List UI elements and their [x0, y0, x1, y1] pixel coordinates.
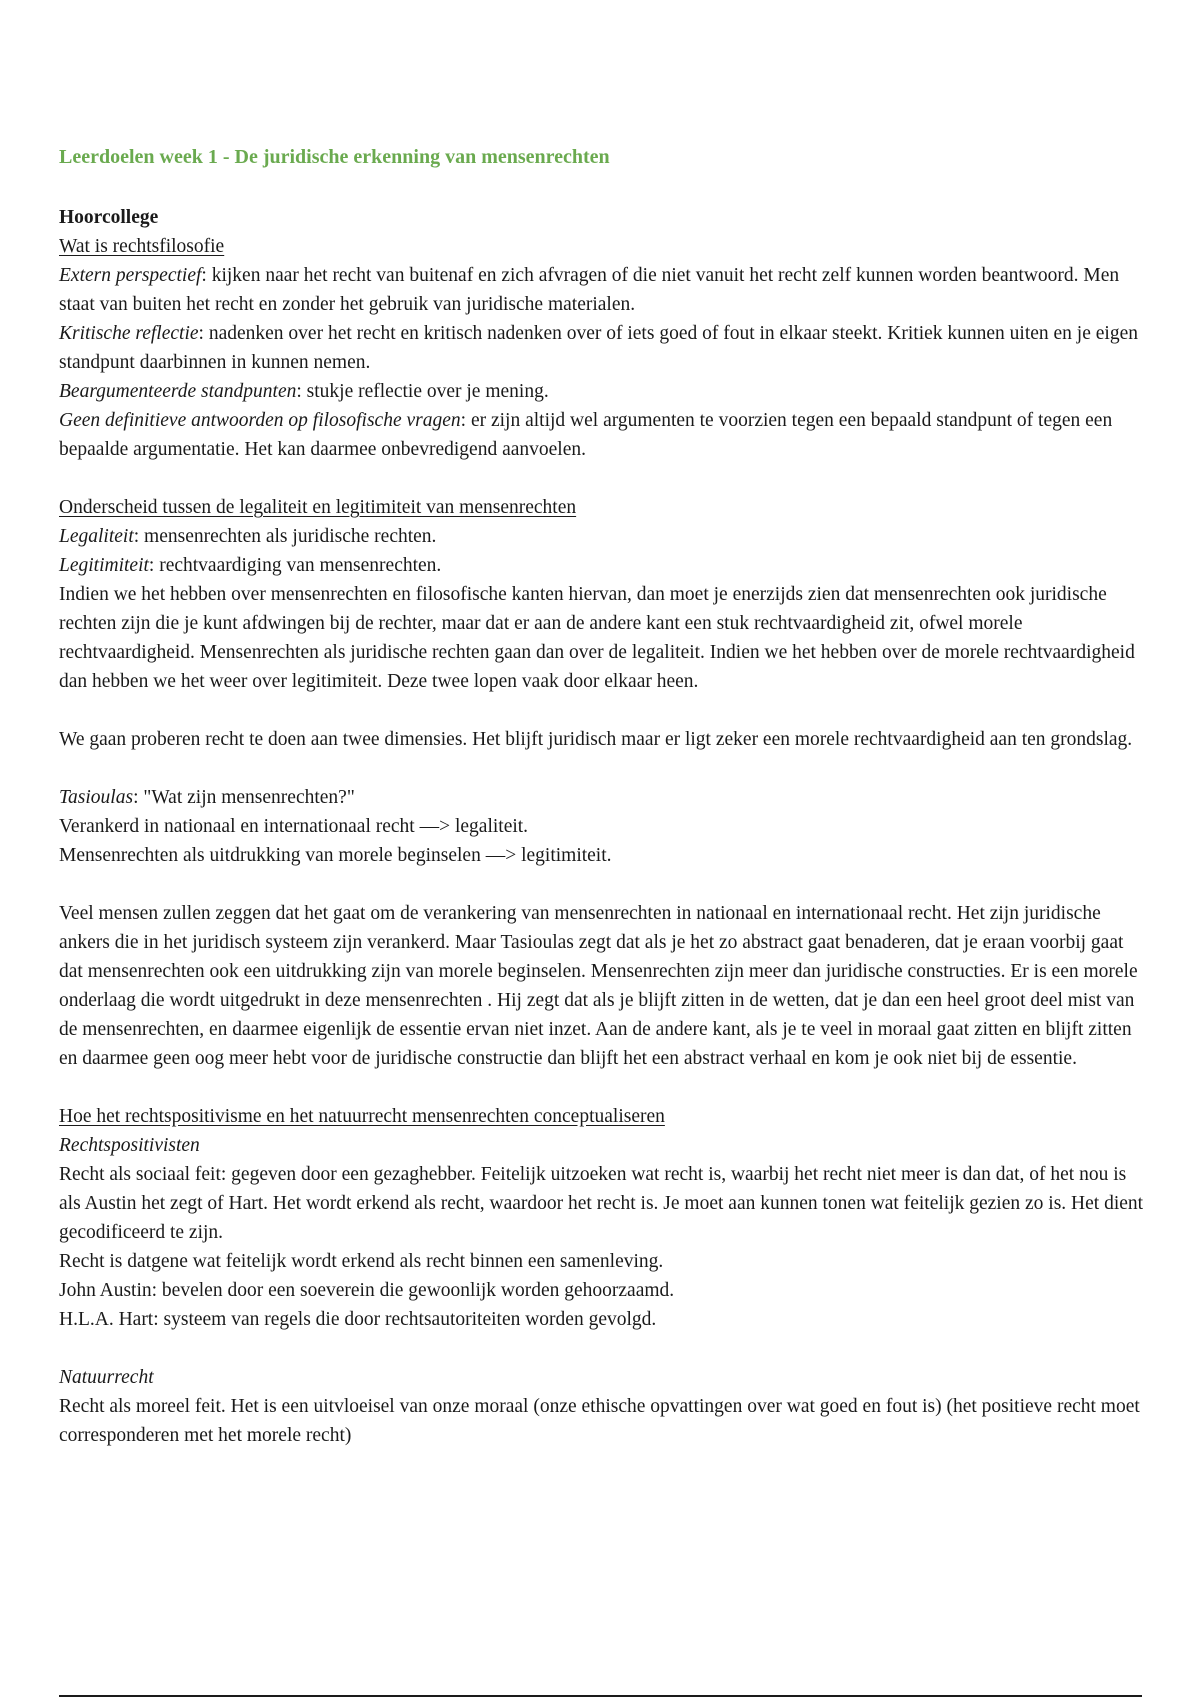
- paragraph: Recht is datgene wat feitelijk wordt erkend als recht binnen een samenleving.: [59, 1251, 664, 1272]
- subheading-natuurrecht: Natuurrecht: [59, 1367, 154, 1388]
- definition: : mensenrechten als juridische rechten.: [133, 526, 437, 547]
- term: Extern perspectief: [59, 265, 202, 286]
- term: Tasioulas: [59, 787, 134, 808]
- term: Legaliteit: [59, 526, 134, 547]
- section-heading-hoorcollege: Hoorcollege: [59, 207, 159, 228]
- definition: : nadenken over het recht en kritisch nadenken over of iets goed of fout in elkaar steekt. Kritiek kunnen uiten en je eigen standpunt daarbinnen in kunnen nemen.: [59, 323, 1138, 373]
- term: Geen definitieve antwoorden op filosofische vragen: [59, 410, 461, 431]
- paragraph: Recht als moreel feit. Het is een uitvloeisel van onze moraal (onze ethische opvattingen over wat goed en fout is) (het positieve recht moet corresponderen met het morele recht): [59, 1396, 1140, 1446]
- definition: : "Wat zijn mensenrechten?": [133, 787, 355, 808]
- paragraph: [59, 377, 1145, 406]
- term: Kritische reflectie: [59, 323, 199, 344]
- paragraph: [59, 522, 1145, 551]
- paragraph: [59, 406, 1145, 464]
- paragraph: Recht als sociaal feit: gegeven door een gezaghebber. Feitelijk uitzoeken wat recht is, waarbij het recht niet meer is dan dat, of het nou is als Austin het zegt of Hart. Het wordt erkend als recht, waardoor het recht is. Je moet aan kunnen tonen wat feitelijk gezien zo is. Het dient gecodificeerd te zijn.: [59, 1164, 1144, 1243]
- document-body: [59, 203, 1145, 1450]
- paragraph: Veel mensen zullen zeggen dat het gaat om de verankering van mensenrechten in nationaal en internationaal recht. Het zijn juridische ankers die in het juridisch systeem zijn verankerd. Maar Tasioulas zegt dat als je het zo abstract gaat benaderen, dat je eraan voorbij gaat dat mensenrechten ook een uitdrukking zijn van morele beginselen. Mensenrechten zijn meer dan juridische constructies. Er is een morele onderlaag die wordt uitgedrukt in deze mensenrechten . Hij zegt dat als je blijft zitten in de wetten, dat je dan een heel groot deel mist van de mensenrechten, en daarmee eigenlijk de essentie ervan niet inzet. Aan de andere kant, als je te veel in moraal gaat zitten en blijft zitten en daarmee geen oog meer hebt voor de juridische constructie dan blijft het een abstract verhaal en kom je ook niet bij de essentie.: [59, 903, 1138, 1069]
- footer-divider: [59, 1695, 1142, 1697]
- paragraph: We gaan proberen recht te doen aan twee dimensies. Het blijft juridisch maar er ligt zeker een morele rechtvaardigheid aan ten grondslag.: [59, 729, 1133, 750]
- paragraph: H.L.A. Hart: systeem van regels die door rechtsautoriteiten worden gevolgd.: [59, 1309, 657, 1330]
- paragraph: [59, 783, 1145, 812]
- definition: : stukje reflectie over je mening.: [296, 381, 549, 402]
- page-title: Leerdoelen week 1 - De juridische erkenning van mensenrechten: [59, 146, 610, 168]
- paragraph: [59, 319, 1145, 377]
- paragraph: [59, 551, 1145, 580]
- paragraph: Mensenrechten als uitdrukking van morele beginselen —> legitimiteit.: [59, 845, 612, 866]
- section-heading-rechtspositivisme-natuurrecht: Hoe het rechtspositivisme en het natuurrecht mensenrechten conceptualiseren: [59, 1106, 665, 1127]
- paragraph: Verankerd in nationaal en internationaal recht —> legaliteit.: [59, 816, 529, 837]
- paragraph: [59, 261, 1145, 319]
- definition: : kijken naar het recht van buitenaf en zich afvragen of die niet vanuit het recht zelf kunnen worden beantwoord. Men staat van buiten het recht en zonder het gebruik van juridische materialen.: [59, 265, 1120, 315]
- subheading-rechtsfilosofie: Wat is rechtsfilosofie: [59, 236, 225, 257]
- term: Beargumenteerde standpunten: [59, 381, 297, 402]
- subheading-rechtspositivisten: Rechtspositivisten: [59, 1135, 200, 1156]
- section-heading-legaliteit-legitimiteit: Onderscheid tussen de legaliteit en legitimiteit van mensenrechten: [59, 497, 577, 518]
- definition: : rechtvaardiging van mensenrechten.: [148, 555, 442, 576]
- definition: : er zijn altijd wel argumenten te voorzien tegen een bepaald standpunt of tegen een bepaalde argumentatie. Het kan daarmee onbevredigend aanvoelen.: [59, 410, 1113, 460]
- paragraph: John Austin: bevelen door een soeverein die gewoonlijk worden gehoorzaamd.: [59, 1280, 675, 1301]
- term: Legitimiteit: [59, 555, 149, 576]
- paragraph: Indien we het hebben over mensenrechten en filosofische kanten hiervan, dan moet je enerzijds zien dat mensenrechten ook juridische rechten zijn die je kunt afdwingen bij de rechter, maar dat er aan de andere kant een stuk rechtvaardigheid zit, ofwel morele rechtvaardigheid. Mensenrechten als juridische rechten gaan dan over de legaliteit. Indien we het hebben over de morele rechtvaardigheid dan hebben we het weer over legitimiteit. Deze twee lopen vaak door elkaar heen.: [59, 584, 1135, 692]
